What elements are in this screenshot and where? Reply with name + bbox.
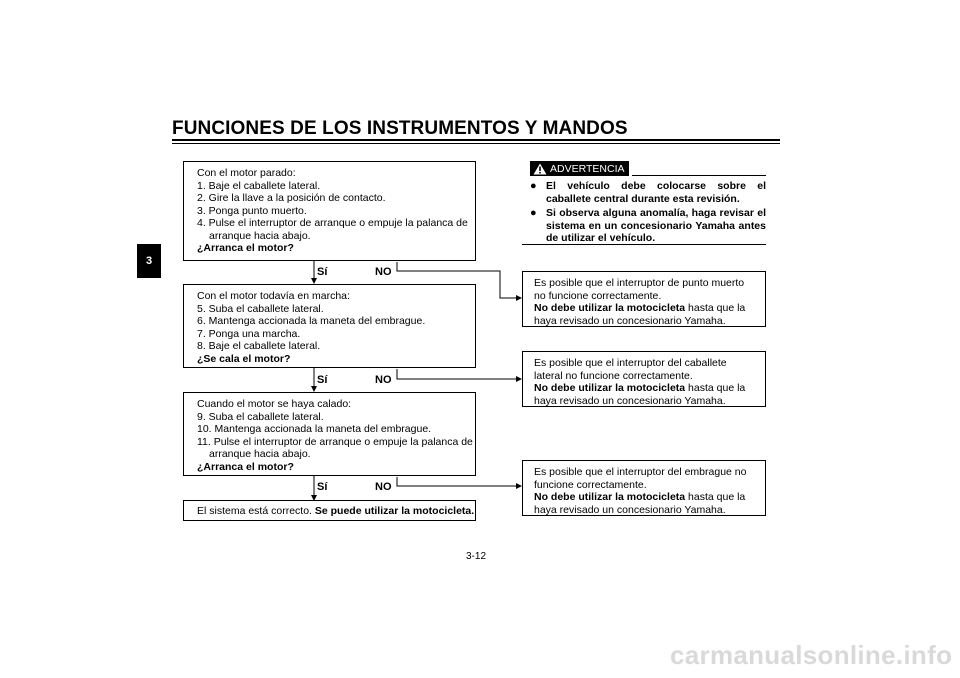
box2-line: 6. Mantenga accionada la maneta del embrague.	[197, 315, 426, 327]
yes-label: Sí	[317, 374, 328, 386]
flow-step-box-3	[183, 392, 476, 476]
warning-header	[530, 161, 629, 176]
ok-text: El sistema está correcto.	[197, 505, 315, 517]
result-line: hasta que la	[685, 302, 746, 314]
yes-label: Sí	[317, 266, 328, 278]
box1-line: arranque hacia abajo.	[209, 229, 311, 242]
bullet-icon: ●	[530, 180, 537, 192]
result-box-2	[522, 351, 766, 407]
box3-line: 11. Pulse el interruptor de arranque o empuje la palanca de	[197, 435, 473, 448]
result-box-1	[522, 271, 766, 327]
result-line: hasta que la	[685, 491, 746, 503]
result-line: haya revisado un concesionario Yamaha.	[534, 503, 726, 516]
warning-list	[530, 180, 766, 247]
result-line: Es posible que el interruptor de punto muerto	[534, 277, 745, 289]
warning-item-text: Si observa alguna anomalía, haga revisar el sistema en un concesionario Yamaha antes de utilizar el vehículo.	[546, 207, 766, 244]
box3-line: arranque hacia abajo.	[209, 448, 311, 460]
result-box-3	[522, 460, 766, 516]
box2-line: 7. Ponga una marcha.	[197, 327, 301, 340]
warning-item	[530, 207, 766, 245]
result-line: haya revisado un concesionario Yamaha.	[534, 314, 726, 327]
box2-line: 5. Suba el caballete lateral.	[197, 302, 324, 315]
result-warning: No debe utilizar la motocicleta	[534, 302, 686, 314]
no-label: NO	[375, 266, 392, 278]
result-line: no funcione correctamente.	[534, 289, 662, 302]
box3-line: 9. Suba el caballete lateral.	[197, 410, 324, 423]
result-warning: No debe utilizar la motocicleta	[534, 491, 686, 503]
box1-line: 3. Ponga punto muerto.	[197, 204, 307, 217]
page-number: 3-12	[466, 551, 487, 562]
box3-line: 10. Mantenga accionada la maneta del embrague.	[197, 423, 432, 435]
chapter-tab: 3	[137, 244, 161, 278]
warning-triangle-icon	[533, 163, 547, 175]
box2-question: ¿Se cala el motor?	[197, 352, 291, 365]
box3-line: Cuando el motor se haya calado:	[197, 398, 352, 410]
result-warning: No debe utilizar la motocicleta	[534, 382, 686, 394]
result-line: haya revisado un concesionario Yamaha.	[534, 394, 726, 407]
warning-header-label: ADVERTENCIA	[550, 162, 625, 175]
box1-question: ¿Arranca el motor?	[197, 242, 294, 254]
flow-result-ok-box	[183, 500, 476, 521]
warning-item	[530, 180, 766, 205]
warning-rule	[632, 175, 766, 176]
ok-text-bold: Se puede utilizar la motocicleta.	[314, 505, 475, 517]
box1-line: 2. Gire la llave a la posición de contacto.	[197, 192, 386, 204]
no-label: NO	[375, 481, 392, 493]
flow-step-box-2	[183, 284, 476, 368]
result-line: Es posible que el interruptor del caballete	[534, 357, 727, 369]
box1-line: 1. Baje el caballete lateral.	[197, 179, 321, 192]
bullet-icon: ●	[530, 207, 537, 219]
box1-line: 4. Pulse el interruptor de arranque o empuje la palanca de	[197, 217, 468, 229]
box1-line: Con el motor parado:	[197, 167, 296, 179]
yes-label: Sí	[317, 481, 328, 493]
warning-item-text: El vehículo debe colocarse sobre el caballete central durante esta revisión.	[546, 180, 766, 205]
no-label: NO	[375, 374, 392, 386]
warning-bottom-rule	[522, 244, 766, 245]
box2-line: 8. Baje el caballete lateral.	[197, 340, 321, 352]
result-line: funcione correctamente.	[534, 478, 647, 491]
box2-line: Con el motor todavía en marcha:	[197, 290, 350, 302]
result-line: hasta que la	[685, 382, 746, 394]
watermark: carmanualsonline.info	[670, 640, 953, 670]
result-line: lateral no funcione correctamente.	[534, 369, 693, 382]
result-line: Es posible que el interruptor del embrague no	[534, 466, 747, 478]
box3-question: ¿Arranca el motor?	[197, 460, 294, 473]
flow-step-box-1	[183, 161, 476, 261]
page-title: FUNCIONES DE LOS INSTRUMENTOS Y MANDOS	[172, 118, 628, 139]
